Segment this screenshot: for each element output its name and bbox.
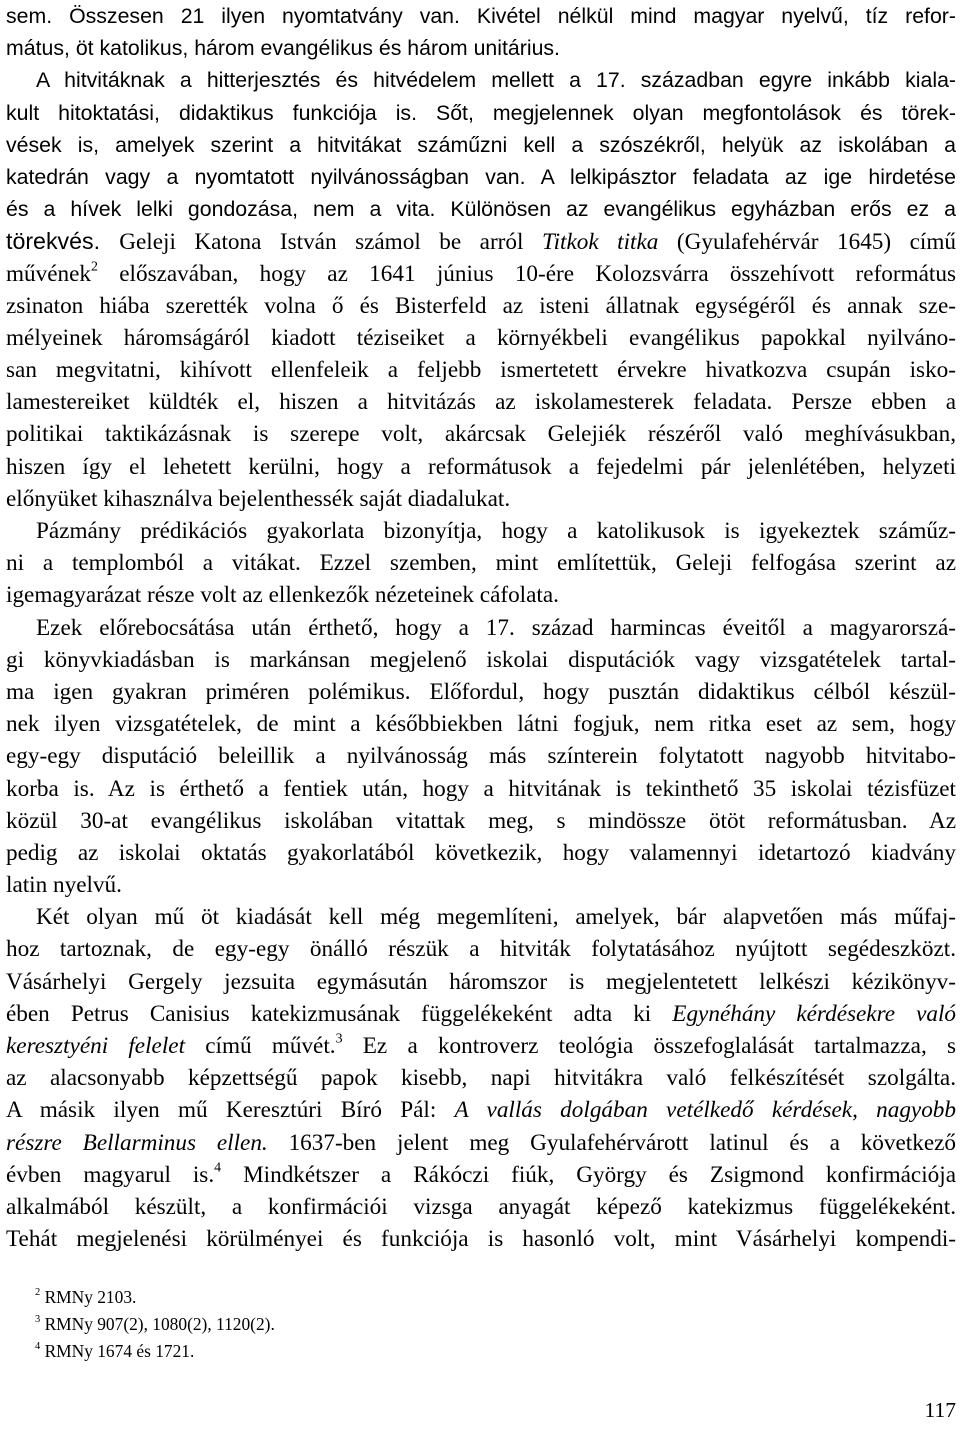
- text-run: katedrán vagy a nyomtatott nyilvánosságban van. A lelkipásztor feladata az ige hirdetése: [6, 164, 956, 189]
- text-run: alkalmából készült, a konfirmációi vizsga anyagát képező katekizmus függelékeként.: [6, 1193, 956, 1220]
- text-run: hoz tartoznak, de egy-egy önálló részük a hitviták folytatásához nyújtott segédeszközt.: [6, 936, 956, 963]
- footnote-ref: 2: [91, 259, 98, 275]
- text-line: [6, 451, 956, 483]
- text-line: [6, 129, 956, 161]
- text-line: [6, 773, 956, 805]
- italic-title: keresztyéni felelet: [6, 1033, 186, 1059]
- text-line: [6, 579, 956, 611]
- text-run: san megvitatni, kihívott ellenfeleik a feljebb ismertetett érvekre hivatkozva csupán isko-: [6, 357, 956, 384]
- text-run: Geleji Katona István számol be arról: [119, 229, 542, 256]
- footnote: [35, 1311, 275, 1338]
- text-run: zsinaton hiába szerették volna ő és Bisterfeld az isteni állatnak egységéről és annak sze-: [6, 292, 956, 319]
- italic-title: részre Bellarminus ellen.: [6, 1129, 268, 1156]
- footnote-text: RMNy 1674 és 1721.: [40, 1341, 195, 1361]
- text-run: Tehát megjelenési körülményei és funkciója is hasonló volt, mint Vásárhelyi kompendi-: [6, 1226, 956, 1253]
- text-run: Pázmány prédikációs gyakorlata bizonyítja, hogy a katolikusok is igyekeztek száműz-: [36, 518, 956, 544]
- text-run: igemagyarázat része volt az ellenkezők nézeteinek cáfolata.: [6, 582, 559, 609]
- text-line: [6, 644, 956, 676]
- footnote-number: 4: [35, 1341, 41, 1353]
- text-run: Mindkétszer a Rákóczi fiúk, György és Zsigmond konfirmációja: [221, 1161, 956, 1188]
- text-line: [6, 547, 956, 579]
- page-number: 117: [924, 1398, 956, 1422]
- text-line: [6, 483, 956, 515]
- text-run: sem. Összesen 21 ilyen nyomtatvány van. Kivétel nélkül mind magyar nyelvű, tíz refor-: [6, 4, 956, 28]
- text-run: politikai taktikázásnak is szerepe volt, akárcsak Gelejiék részéről való meghívásukban,: [6, 421, 956, 448]
- text-run: művének: [6, 260, 91, 287]
- text-line: [6, 612, 956, 644]
- footnote-ref: 4: [214, 1160, 222, 1176]
- text-line: [6, 225, 956, 257]
- italic-title: Egynéhány kérdésekre való: [672, 1000, 956, 1027]
- text-line: [6, 515, 956, 547]
- text-line: [6, 805, 956, 837]
- text-line: [6, 1094, 956, 1126]
- text-line: [6, 901, 956, 933]
- text-line: [6, 386, 956, 418]
- text-line: [6, 1191, 956, 1223]
- text-line: [6, 354, 956, 386]
- text-line: [6, 933, 956, 965]
- text-run: A másik ilyen mű Keresztúri Bíró Pál:: [6, 1097, 455, 1124]
- footnote-text: RMNy 907(2), 1080(2), 1120(2).: [40, 1314, 275, 1334]
- text-run: hiszen így el lehetett kerülni, hogy a reformátusok a fejedelmi pár jelenlétében, helyzeti: [6, 453, 956, 480]
- text-run: (Gyulafehérvár 1645) című: [658, 229, 956, 256]
- text-line: [6, 998, 956, 1030]
- text-run: lamestereiket küldték el, hiszen a hitvitázás az iskolamesterek feladata. Persze ebben a: [6, 389, 956, 416]
- text-line: [6, 290, 956, 322]
- text-run: közül 30-at evangélikus iskolában vitattak meg, s mindössze ötöt reformátusban. Az: [6, 807, 956, 834]
- text-run: az alacsonyabb képzettségű papok kisebb, napi hitvitákra való felkészítését szolgálta.: [6, 1065, 956, 1092]
- text-line: [6, 32, 956, 64]
- text-run: Ez a kontroverz teológia összefoglalását tartalmazza, s: [342, 1033, 956, 1059]
- text-run: nek ilyen vizsgatételek, de mint a későbbiekben látni fogjuk, nem ritka eset az sem, hogy: [6, 711, 956, 738]
- text-run: gi könyvkiadásban is markánsan megjelenő iskolai disputációk vagy vizsgatételek tartal-: [6, 646, 956, 673]
- text-run: Vásárhelyi Gergely jezsuita egymásután háromszor is megjelentetett lelkészi kézikönyv-: [6, 968, 956, 995]
- text-run: A hitvitáknak a hitterjesztés és hitvédelem mellett a 17. században egyre inkább kiala-: [36, 68, 956, 93]
- text-line: [6, 161, 956, 193]
- text-run: ma igen gyakran priméren polémikus. Előfordul, hogy pusztán didaktikus célból készül-: [6, 678, 956, 705]
- text-run: 1637-ben jelent meg Gyulafehérvárott latinul és a következő: [267, 1129, 956, 1156]
- text-line: [6, 64, 956, 96]
- text-run: törekvés.: [6, 228, 120, 255]
- text-run: kult hitoktatási, didaktikus funkciója is. Sőt, megjelennek olyan megfontolások és törek-: [6, 100, 956, 125]
- text-run: mélyeinek háromságáról kiadott téziseiket a környékbeli evangélikus papokkal nyilváno-: [6, 324, 956, 351]
- text-line: [6, 869, 956, 901]
- text-line: [6, 676, 956, 708]
- footnote-ref: 3: [335, 1031, 343, 1047]
- text-line: [6, 0, 956, 32]
- text-run: ni a templomból a vitákat. Ezzel szemben, mint említettük, Geleji felfogása szerint az: [6, 550, 956, 577]
- text-run: Két olyan mű öt kiadását kell még megemlíteni, amelyek, bár alapvetően más műfaj-: [36, 904, 956, 931]
- footnote-number: 2: [35, 1287, 41, 1299]
- text-run: Ezek előrebocsátása után érthető, hogy a 17. század harmincas éveitől a magyarorszá-: [36, 614, 956, 641]
- text-line: [6, 1030, 956, 1062]
- text-line: [6, 1127, 956, 1159]
- text-line: [6, 1159, 956, 1191]
- footnotes: [35, 1284, 275, 1365]
- text-run: vések is, amelyek szerint a hitvitákat száműzni kell a szószékről, helyük az iskolában a: [6, 132, 956, 157]
- text-run: ében Petrus Canisius katekizmusának függelékeként adta ki: [6, 1000, 673, 1027]
- text-run: mátus, öt katolikus, három evangélikus és három unitárius.: [6, 36, 560, 61]
- body-text: [6, 0, 956, 1255]
- text-run: című művét.: [185, 1033, 336, 1059]
- footnote-text: RMNy 2103.: [40, 1287, 137, 1307]
- italic-title: Titkok titka: [541, 229, 659, 256]
- text-run: korba is. Az is érthető a fentiek után, hogy a hitvitának is tekinthető 35 iskolai tézisfüzet: [6, 775, 956, 802]
- text-line: [6, 1223, 956, 1255]
- text-line: [6, 322, 956, 354]
- footnote: [35, 1338, 275, 1365]
- text-line: [6, 1062, 956, 1094]
- italic-title: A vallás dolgában vetélkedő kérdések, nagyobb: [454, 1097, 956, 1124]
- text-run: és a hívek lelki gondozása, nem a vita. Különösen az evangélikus egyházban erős ez a: [6, 197, 956, 222]
- text-line: [6, 418, 956, 450]
- text-line: [6, 708, 956, 740]
- text-line: [6, 740, 956, 772]
- text-line: [6, 258, 956, 290]
- text-run: pedig az iskolai oktatás gyakorlatából következik, hogy valamennyi idetartozó kiadvány: [6, 839, 956, 866]
- text-run: évben magyarul is.: [6, 1161, 215, 1188]
- text-line: [6, 966, 956, 998]
- text-line: [6, 97, 956, 129]
- text-line: [6, 837, 956, 869]
- footnote-number: 3: [35, 1314, 41, 1326]
- footnote: [35, 1284, 275, 1311]
- text-line: [6, 193, 956, 225]
- text-run: előszavában, hogy az 1641 június 10-ére Kolozsvárra összehívott református: [97, 260, 956, 287]
- text-run: egy-egy disputáció beleillik a nyilvánosság más színterein folytatott nagyobb hitvitabo-: [6, 743, 956, 770]
- text-run: előnyüket kihasználva bejelenthessék saját diadalukat.: [6, 485, 511, 512]
- text-run: latin nyelvű.: [6, 872, 122, 899]
